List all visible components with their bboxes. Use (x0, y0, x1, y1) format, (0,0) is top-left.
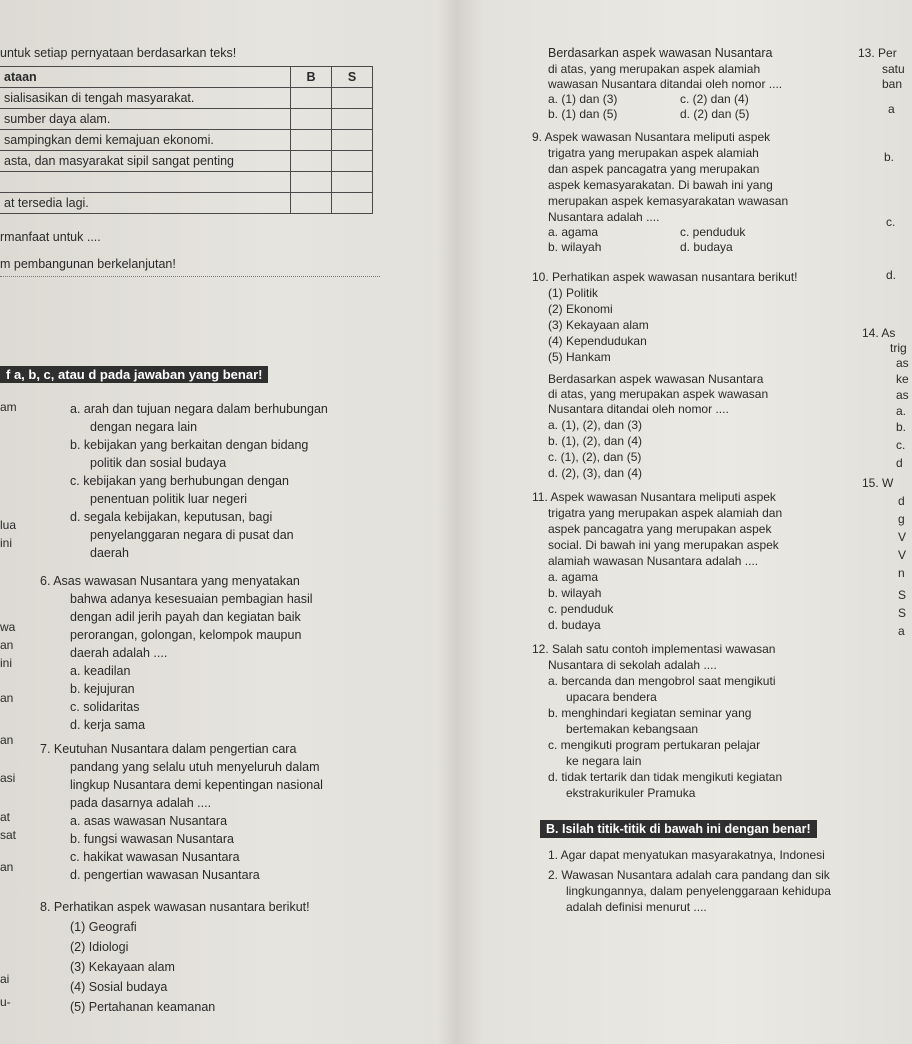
after-table-line-2: m pembangunan berkelanjutan! (0, 257, 176, 271)
table-cell-s[interactable] (332, 109, 373, 130)
b2-question: 2. Wawasan Nusantara adalah cara pandang dan sik (548, 868, 830, 882)
table-row (0, 109, 373, 130)
q11-stem: alamiah wawasan Nusantara adalah .... (548, 554, 759, 568)
q7-option-a[interactable]: a. asas wawasan Nusantara (70, 814, 228, 828)
q8-option-c[interactable]: c. (2) dan (4) (680, 92, 749, 106)
q10-item: (5) Hankam (548, 350, 611, 364)
table-cell-statement: sialisasikan di tengah masyarakat. (0, 88, 291, 109)
edge-fragment: a. (896, 404, 907, 418)
q8-item: (1) Geografi (70, 920, 137, 934)
q10-stem2: Berdasarkan aspek wawasan Nusantara (548, 372, 764, 386)
q8-stem: 8. Perhatikan aspek wawasan nusantara berikut! (40, 900, 310, 914)
q8-cont-stem: wawasan Nusantara ditandai oleh nomor .... (548, 77, 783, 91)
q11-stem: trigatra yang merupakan aspek alamiah dan (548, 506, 783, 520)
table-header-b: B (291, 67, 332, 88)
margin-fragment: an (0, 860, 14, 874)
q9-option-a[interactable]: a. agama (548, 225, 599, 239)
q8-item: (2) Idiologi (70, 940, 129, 954)
q12-option-c-cont: ke negara lain (566, 754, 642, 768)
table-cell-statement: sumber daya alam. (0, 109, 291, 130)
q8-option-a[interactable]: a. (1) dan (3) (548, 92, 618, 106)
edge-fragment: V (898, 530, 907, 544)
section-b-title: B. Isilah titik-titik di bawah ini dengan benar! (540, 820, 817, 838)
q9-stem: aspek kemasyarakatan. Di bawah ini yang (548, 178, 773, 192)
q5-option-a[interactable]: a. arah dan tujuan negara dalam berhubungan (70, 402, 328, 416)
q9-option-b[interactable]: b. wilayah (548, 240, 602, 254)
q5-option-d-cont: daerah (90, 546, 129, 560)
edge-fragment: n (898, 566, 905, 580)
after-table-line-1: rmanfaat untuk .... (0, 230, 101, 244)
q10-item: (4) Kependudukan (548, 334, 647, 348)
q12-option-b-cont: bertemakan kebangsaan (566, 722, 699, 736)
section-a-title: f a, b, c, atau d pada jawaban yang benar! (0, 366, 268, 383)
table-cell-b[interactable] (291, 88, 332, 109)
q11-stem: social. Di bawah ini yang merupakan aspek (548, 538, 779, 552)
margin-fragment: u- (0, 995, 11, 1009)
q10-stem2: di atas, yang merupakan aspek wawasan (548, 387, 769, 401)
edge-fragment: d (896, 456, 903, 470)
table-row (0, 193, 373, 214)
edge-fragment: c. (896, 438, 906, 452)
q5-option-d[interactable]: d. segala kebijakan, keputusan, bagi (70, 510, 273, 524)
q10-stem2: Nusantara ditandai oleh nomor .... (548, 402, 729, 416)
table-header-statement: ataan (0, 67, 291, 88)
q6-stem: bahwa adanya kesesuaian pembagian hasil (70, 592, 313, 606)
table-cell-statement: at tersedia lagi. (0, 193, 291, 214)
q7-stem: pandang yang selalu utuh menyeluruh dalam (70, 760, 320, 774)
edge-fragment: ke (896, 372, 909, 386)
margin-fragment: ini (0, 536, 13, 550)
margin-fragment: am (0, 400, 17, 414)
q7-option-d[interactable]: d. pengertian wawasan Nusantara (70, 868, 260, 882)
q9-stem: Nusantara adalah .... (548, 210, 660, 224)
q6-option-c[interactable]: c. solidaritas (70, 700, 140, 714)
edge-fragment: as (896, 388, 909, 402)
table-header-row (0, 67, 373, 88)
b2-question-cont: adalah definisi menurut .... (566, 900, 707, 914)
margin-fragment: an (0, 638, 14, 652)
q12-option-d[interactable]: d. tidak tertarik dan tidak mengikuti kegiatan (548, 770, 783, 784)
q8-cont-stem: Berdasarkan aspek wawasan Nusantara (548, 46, 773, 60)
table-cell-s[interactable] (332, 151, 373, 172)
q7-stem: 7. Keutuhan Nusantara dalam pengertian cara (40, 742, 297, 756)
q12-option-a-cont: upacara bendera (566, 690, 657, 704)
table-cell-b[interactable] (291, 193, 332, 214)
edge-fragment: 15. W (862, 476, 894, 490)
edge-fragment: 14. As (862, 326, 896, 340)
q10-option-a[interactable]: a. (1), (2), dan (3) (548, 418, 643, 432)
q11-stem: aspek pancagatra yang merupakan aspek (548, 522, 772, 536)
table-row (0, 130, 373, 151)
margin-fragment: at (0, 810, 11, 824)
q5-option-d-cont: penyelanggaran negara di pusat dan (90, 528, 294, 542)
q8-item: (4) Sosial budaya (70, 980, 168, 994)
margin-fragment: lua (0, 518, 17, 532)
q10-item: (2) Ekonomi (548, 302, 613, 316)
q10-option-b[interactable]: b. (1), (2), dan (4) (548, 434, 643, 448)
q9-option-c[interactable]: c. penduduk (680, 225, 746, 239)
q8-item: (5) Pertahanan keamanan (70, 1000, 216, 1014)
q6-option-b[interactable]: b. kejujuran (70, 682, 135, 696)
q11-stem: 11. Aspek wawasan Nusantara meliputi aspek (532, 490, 776, 504)
table-cell-statement: sampingkan demi kemajuan ekonomi. (0, 130, 291, 151)
q8-option-b[interactable]: b. (1) dan (5) (548, 107, 618, 121)
edge-fragment: b. (896, 420, 907, 434)
table-cell-s[interactable] (332, 88, 373, 109)
q7-option-c[interactable]: c. hakikat wawasan Nusantara (70, 850, 240, 864)
table-cell-statement (0, 172, 291, 193)
q6-option-a[interactable]: a. keadilan (70, 664, 131, 678)
q5-option-c-cont: penentuan politik luar negeri (90, 492, 248, 506)
q10-option-d[interactable]: d. (2), (3), dan (4) (548, 466, 643, 480)
q6-stem: 6. Asas wawasan Nusantara yang menyatakan (40, 574, 300, 588)
q5-option-b[interactable]: b. kebijakan yang berkaitan dengan bidang (70, 438, 309, 452)
edge-fragment: S (898, 606, 907, 620)
q9-stem: dan aspek pancagatra yang merupakan (548, 162, 760, 176)
q9-option-d[interactable]: d. budaya (680, 240, 733, 254)
table-cell-s[interactable] (332, 172, 373, 193)
edge-fragment: c. (886, 215, 896, 229)
edge-fragment: a (898, 624, 905, 638)
q11-option-d[interactable]: d. budaya (548, 618, 601, 632)
edge-fragment: d (898, 494, 905, 508)
q7-stem: lingkup Nusantara demi kepentingan nasional (70, 778, 323, 792)
q5-option-a-cont: dengan negara lain (90, 420, 198, 434)
table-cell-b[interactable] (291, 151, 332, 172)
table-cell-b[interactable] (291, 130, 332, 151)
edge-fragment: ban (882, 77, 903, 91)
q8-cont-stem: di atas, yang merupakan aspek alamiah (548, 62, 761, 76)
q12-stem: Nusantara di sekolah adalah .... (548, 658, 717, 672)
b2-question-cont: lingkungannya, dalam penyelenggaraan kehidupa (566, 884, 831, 898)
q6-stem: dengan adil jerih payah dan kegiatan baik (70, 610, 301, 624)
q12-option-c[interactable]: c. mengikuti program pertukaran pelajar (548, 738, 761, 752)
table-cell-statement: asta, dan masyarakat sipil sangat penting (0, 151, 291, 172)
q9-stem: trigatra yang merupakan aspek alamiah (548, 146, 759, 160)
q9-stem: merupakan aspek kemasyarakatan wawasan (548, 194, 789, 208)
table-cell-b[interactable] (291, 172, 332, 193)
q11-option-a[interactable]: a. agama (548, 570, 599, 584)
q11-option-b[interactable]: b. wilayah (548, 586, 602, 600)
q12-option-b[interactable]: b. menghindari kegiatan seminar yang (548, 706, 752, 720)
edge-fragment: 13. Per (858, 46, 897, 60)
edge-fragment: satu (882, 62, 905, 76)
q5-option-b-cont: politik dan sosial budaya (90, 456, 227, 470)
table-header-s: S (332, 67, 373, 88)
q11-option-c[interactable]: c. penduduk (548, 602, 614, 616)
margin-fragment: ai (0, 972, 10, 986)
margin-fragment: ini (0, 656, 13, 670)
instruction-text: untuk setiap pernyataan berdasarkan teks! (0, 46, 237, 60)
q6-stem: perorangan, golongan, kelompok maupun (70, 628, 302, 642)
q7-option-b[interactable]: b. fungsi wawasan Nusantara (70, 832, 234, 846)
margin-fragment: an (0, 733, 14, 747)
b1-question: 1. Agar dapat menyatukan masyarakatnya, Indonesi (548, 848, 825, 862)
edge-fragment: d. (886, 268, 897, 282)
edge-fragment: trig (890, 341, 907, 355)
true-false-table (0, 66, 373, 214)
edge-fragment: V (898, 548, 907, 562)
table-row (0, 172, 373, 193)
margin-fragment: sat (0, 828, 17, 842)
margin-fragment: asi (0, 771, 16, 785)
q6-stem: daerah adalah .... (70, 646, 168, 660)
q8-option-d[interactable]: d. (2) dan (5) (680, 107, 750, 121)
q5-option-c[interactable]: c. kebijakan yang berhubungan dengan (70, 474, 289, 488)
table-cell-s[interactable] (332, 130, 373, 151)
table-row (0, 151, 373, 172)
edge-fragment: S (898, 588, 907, 602)
q6-option-d[interactable]: d. kerja sama (70, 718, 146, 732)
edge-fragment: as (896, 356, 909, 370)
answer-line (0, 276, 380, 277)
margin-fragment: an (0, 691, 14, 705)
edge-fragment: g (898, 512, 905, 526)
table-cell-s[interactable] (332, 193, 373, 214)
q10-option-c[interactable]: c. (1), (2), dan (5) (548, 450, 642, 464)
q12-stem: 12. Salah satu contoh implementasi wawasan (532, 642, 776, 656)
table-row (0, 88, 373, 109)
edge-fragment: b. (884, 150, 895, 164)
q10-item: (3) Kekayaan alam (548, 318, 649, 332)
q8-item: (3) Kekayaan alam (70, 960, 175, 974)
q10-stem: 10. Perhatikan aspek wawasan nusantara berikut! (532, 270, 798, 284)
q9-stem: 9. Aspek wawasan Nusantara meliputi aspek (532, 130, 771, 144)
margin-fragment: wa (0, 620, 16, 634)
table-cell-b[interactable] (291, 109, 332, 130)
q10-item: (1) Politik (548, 286, 599, 300)
q12-option-d-cont: ekstrakurikuler Pramuka (566, 786, 696, 800)
edge-fragment: a (888, 102, 895, 116)
q12-option-a[interactable]: a. bercanda dan mengobrol saat mengikuti (548, 674, 776, 688)
q7-stem: pada dasarnya adalah .... (70, 796, 212, 810)
